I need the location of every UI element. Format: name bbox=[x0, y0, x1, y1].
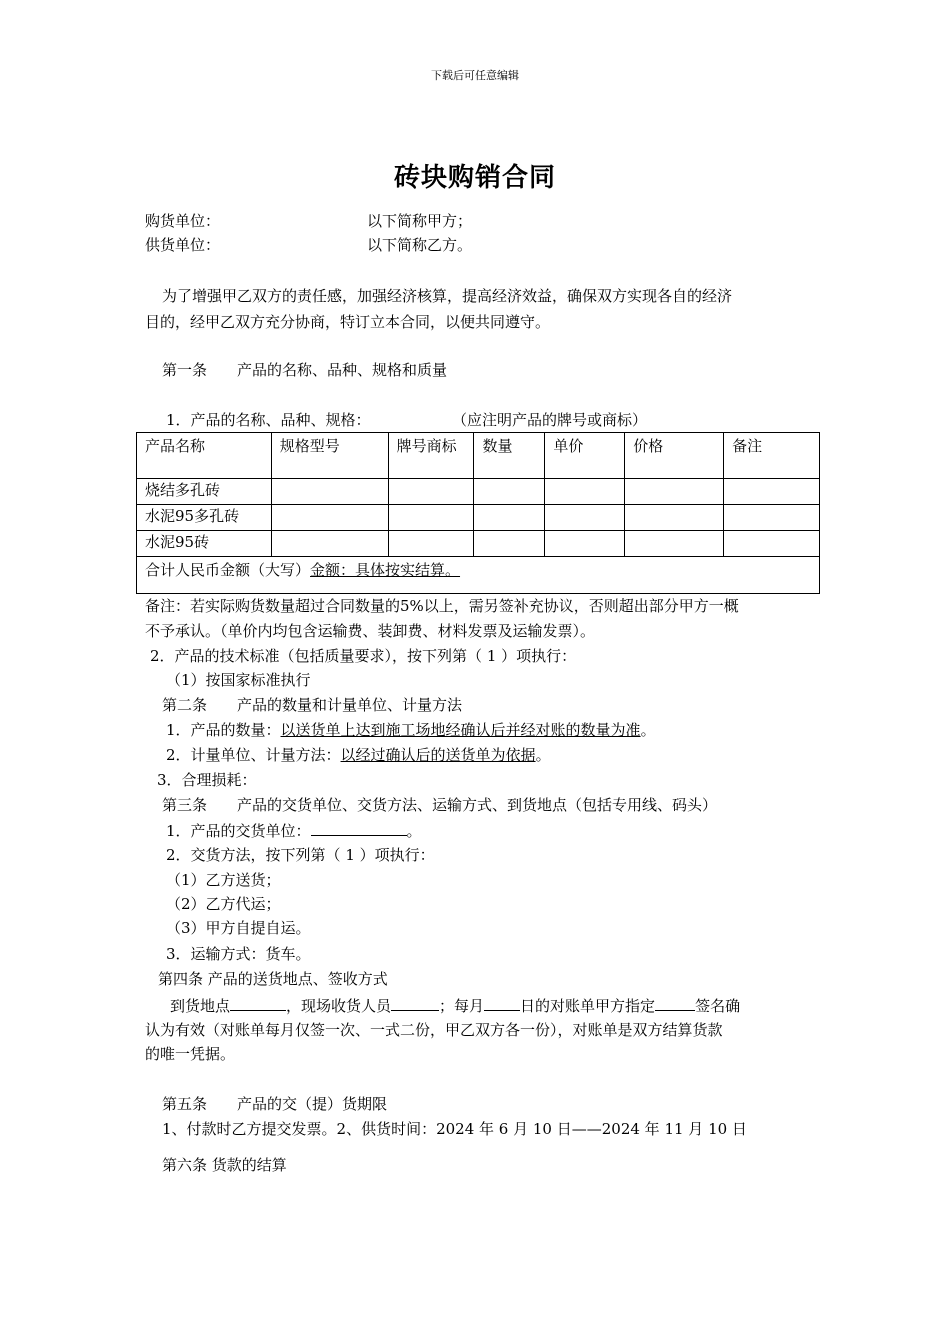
table-row bbox=[137, 531, 820, 557]
remark-line-2: 不予承认。（单价内均包含运输费、装卸费、材料发票及运输发票）。 bbox=[145, 622, 596, 640]
table-cell bbox=[724, 479, 820, 505]
article-3-item-1-end: 。 bbox=[406, 822, 422, 840]
article-2-heading: 第二条 产品的数量和计量单位、计量方法 bbox=[162, 696, 463, 714]
table-cell bbox=[474, 531, 545, 557]
table-cell bbox=[474, 505, 545, 531]
article-3-item-1 bbox=[166, 820, 422, 841]
article-2-item-1-label: 1．产品的数量： bbox=[166, 721, 281, 739]
seller-label: 供货单位： bbox=[145, 236, 221, 254]
table-header-cell: 规格型号 bbox=[271, 433, 388, 479]
article-2-item-2-label: 2．计量单位、计量方法： bbox=[166, 746, 341, 764]
article-2-item-2-end: 。 bbox=[535, 746, 551, 764]
table-cell: 烧结多孔砖 bbox=[137, 479, 272, 505]
article-1-item-1-note: （应注明产品的牌号或商标） bbox=[452, 411, 648, 429]
delivery-unit-blank bbox=[311, 820, 407, 836]
remark-line-1: 备注：若实际购货数量超过合同数量的5%以上，需另签补充协议，否则超出部分甲方一概 bbox=[145, 597, 739, 615]
table-header-cell: 单价 bbox=[545, 433, 625, 479]
article-2-item-2-value: 以经过确认后的送货单为依据 bbox=[340, 746, 536, 764]
table-header-cell: 数量 bbox=[474, 433, 545, 479]
article-1-item-1-label: 1．产品的名称、品种、规格： bbox=[166, 411, 371, 429]
article-5-line: 1、付款时乙方提交发票。2、供货时间：2024 年 6 月 10 日——2024 年 11 月 10 日 bbox=[162, 1120, 747, 1138]
article-2-item-2 bbox=[166, 745, 551, 765]
article-4-text: 签名确 bbox=[695, 997, 741, 1015]
table-cell bbox=[474, 479, 545, 505]
table-cell: 水泥95多孔砖 bbox=[137, 505, 272, 531]
table-cell bbox=[271, 505, 388, 531]
table-header-cell: 价格 bbox=[625, 433, 724, 479]
table-cell bbox=[545, 505, 625, 531]
article-2-item-1-end: 。 bbox=[640, 721, 656, 739]
table-cell bbox=[271, 479, 388, 505]
intro-line-2: 目的，经甲乙双方充分协商，特订立本合同，以便共同遵守。 bbox=[145, 313, 551, 331]
article-3-heading: 第三条 产品的交货单位、交货方法、运输方式、到货地点（包括专用线、码头） bbox=[162, 796, 718, 814]
buyer-label: 购货单位： bbox=[145, 212, 221, 230]
table-header-cell: 产品名称 bbox=[137, 433, 272, 479]
article-3-option-2: （2）乙方代运； bbox=[166, 895, 281, 913]
article-4-line-1 bbox=[170, 995, 740, 1016]
article-1-item-2-option: （1）按国家标准执行 bbox=[166, 671, 311, 689]
day-blank bbox=[484, 995, 520, 1011]
table-cell bbox=[545, 479, 625, 505]
article-6-heading: 第六条 货款的结算 bbox=[162, 1156, 287, 1174]
product-table bbox=[136, 432, 820, 594]
table-cell bbox=[724, 505, 820, 531]
article-4-text: 到货地点 bbox=[170, 997, 231, 1015]
article-3-item-1-label: 1．产品的交货单位： bbox=[166, 822, 311, 840]
table-total-row bbox=[137, 557, 820, 594]
signer-blank bbox=[655, 995, 695, 1011]
buyer-note: 以下简称甲方； bbox=[367, 212, 473, 230]
table-cell bbox=[388, 505, 474, 531]
table-cell bbox=[545, 531, 625, 557]
article-2-item-3: 3．合理损耗： bbox=[157, 771, 257, 789]
table-row bbox=[137, 505, 820, 531]
article-2-item-1-value: 以送货单上达到施工场地经确认后并经对账的数量为准 bbox=[280, 721, 641, 739]
table-cell bbox=[625, 479, 724, 505]
intro-line-1: 为了增强甲乙双方的责任感，加强经济核算，提高经济效益，确保双方实现各自的经济 bbox=[162, 287, 733, 305]
table-cell bbox=[724, 531, 820, 557]
table-cell bbox=[625, 531, 724, 557]
article-4-heading: 第四条 产品的送货地点、签收方式 bbox=[158, 970, 388, 988]
table-total-cell bbox=[137, 557, 820, 594]
table-header-row bbox=[137, 433, 820, 479]
header-note: 下载后可任意编辑 bbox=[431, 69, 519, 82]
article-4-line-3: 的唯一凭据。 bbox=[145, 1045, 236, 1063]
document-title: 砖块购销合同 bbox=[393, 163, 556, 193]
article-1-item-2: 2．产品的技术标准（包括质量要求），按下列第（ 1 ）项执行： bbox=[150, 647, 577, 665]
article-2-item-1 bbox=[166, 720, 656, 740]
table-cell bbox=[271, 531, 388, 557]
total-value: 金额：具体按实结算。 bbox=[310, 561, 461, 579]
article-5-heading: 第五条 产品的交（提）货期限 bbox=[162, 1095, 388, 1113]
article-3-option-1: （1）乙方送货； bbox=[166, 871, 281, 889]
article-4-text: 日的对账单甲方指定 bbox=[520, 997, 656, 1015]
total-label: 合计人民币金额（大写） bbox=[145, 561, 311, 579]
article-4-text: ；每月 bbox=[439, 997, 485, 1015]
table-header-cell: 牌号商标 bbox=[388, 433, 474, 479]
receiver-blank bbox=[391, 995, 439, 1011]
table-cell: 水泥95砖 bbox=[137, 531, 272, 557]
table-row bbox=[137, 479, 820, 505]
article-3-item-3: 3．运输方式：货车。 bbox=[166, 945, 311, 963]
article-4-text: ，现场收货人员 bbox=[286, 997, 392, 1015]
article-3-option-3: （3）甲方自提自运。 bbox=[166, 919, 311, 937]
article-1-heading: 第一条 产品的名称、品种、规格和质量 bbox=[162, 361, 448, 379]
article-3-item-2: 2．交货方法，按下列第（ 1 ）项执行： bbox=[166, 846, 435, 864]
seller-note: 以下简称乙方。 bbox=[367, 236, 473, 254]
table-cell bbox=[625, 505, 724, 531]
table-cell bbox=[388, 531, 474, 557]
article-4-line-2: 认为有效（对账单每月仅签一次、一式二份，甲乙双方各一份），对账单是双方结算货款 bbox=[145, 1021, 723, 1039]
delivery-location-blank bbox=[230, 995, 286, 1011]
table-header-cell: 备注 bbox=[724, 433, 820, 479]
table-cell bbox=[388, 479, 474, 505]
